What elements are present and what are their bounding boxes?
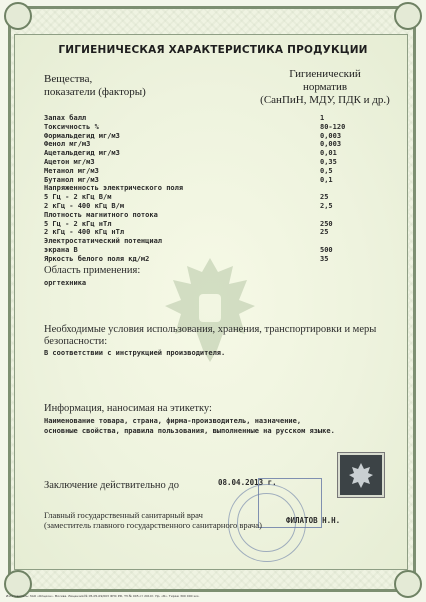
indicator-row	[44, 149, 404, 158]
corner-ornament	[394, 570, 422, 598]
indicator-row	[44, 255, 404, 264]
conditions-label-line: Необходимые условия использования, хранения, транспортировки и меры	[44, 324, 377, 335]
column-header-right	[250, 68, 400, 107]
indicator-value: 0,003	[320, 131, 342, 140]
valid-until-date: 08.04.2013 г.	[218, 478, 277, 487]
indicator-name: Электростатический потенциал	[44, 237, 163, 246]
indicator-name: 5 Гц - 2 кГц В/м	[44, 193, 112, 202]
indicator-name: Метанол мг/м3	[44, 166, 99, 175]
indicator-row	[44, 123, 404, 132]
indicator-value: 25	[320, 228, 329, 237]
indicator-row	[44, 202, 404, 211]
indicator-name: Напряженность электрического поля	[44, 184, 184, 193]
indicator-row	[44, 176, 404, 185]
indicator-name: Ацетон мг/м3	[44, 157, 95, 166]
indicator-value: 0,5	[320, 166, 333, 175]
indicator-row	[44, 167, 404, 176]
indicator-name: Формальдегид мг/м3	[44, 131, 120, 140]
header-text: Вещества,	[44, 73, 93, 85]
scope-value: оргтехника	[44, 279, 87, 287]
header-text: (СанПиН, МДУ, ПДК и др.)	[260, 94, 390, 106]
indicator-value: 80-120	[320, 122, 346, 131]
indicator-name: 2 кГц - 400 кГц нТл	[44, 228, 125, 237]
indicator-name: экрана В	[44, 245, 78, 254]
indicator-row	[44, 114, 404, 123]
indicator-name: Запах балл	[44, 114, 87, 122]
hologram-sticker	[338, 453, 384, 497]
label-info-line: основные свойства, правила пользования, выполненные на русском языке.	[44, 427, 335, 435]
indicators-table	[44, 114, 404, 264]
signer-title	[44, 510, 262, 530]
header-text: норматив	[302, 81, 348, 93]
indicator-name: Фенол мг/м3	[44, 140, 91, 149]
signer-name: ФИЛАТОВ Н.Н.	[286, 516, 341, 525]
print-footnote: Изготовитель: ЗАО «Опцион». Москва. Лицензия № 05-05-09/003 ФНС РФ, ТЗ № 005 от 2010г. Пр. «Б». Тираж 300 000 экз.	[6, 594, 200, 598]
signer-title-line: Главный государственный санитарный врач	[44, 510, 203, 520]
signer-title-line: (заместитель главного государственного санитарного врача)	[44, 520, 262, 530]
indicator-row	[44, 132, 404, 141]
indicator-value: 1	[320, 114, 325, 122]
header-text: Гигиенический	[289, 68, 361, 80]
indicator-value: 2,5	[320, 201, 333, 210]
indicator-row	[44, 140, 404, 149]
conditions-value: В соответствии с инструкцией производителя.	[44, 349, 226, 357]
conditions-label	[44, 324, 376, 348]
indicator-name: Плотность магнитного потока	[44, 210, 158, 219]
indicator-value: 500	[320, 245, 333, 254]
label-info-line: Наименование товара, страна, фирма-производитель, назначение,	[44, 417, 302, 425]
indicator-row	[44, 184, 404, 193]
indicator-value: 250	[320, 219, 333, 228]
header-text: показатели (факторы)	[44, 86, 146, 98]
valid-until-label: Заключение действительно до	[44, 480, 179, 491]
indicator-name: Бутанол мг/м3	[44, 175, 99, 184]
indicator-value: 0,35	[320, 157, 337, 166]
eagle-icon	[348, 461, 374, 489]
indicator-value: 35	[320, 254, 329, 263]
indicator-value: 0,01	[320, 149, 337, 158]
indicator-row	[44, 220, 404, 229]
conditions-label-line: безопасности:	[44, 336, 108, 347]
indicator-value: 0,003	[320, 140, 342, 149]
corner-ornament	[4, 2, 32, 30]
corner-ornament	[394, 2, 422, 30]
indicator-name: Ацетальдегид мг/м3	[44, 149, 120, 158]
scope-label: Область применения:	[44, 265, 141, 276]
indicator-row	[44, 228, 404, 237]
indicator-value: 0,1	[320, 175, 333, 184]
indicator-value: 25	[320, 193, 329, 202]
indicator-row	[44, 193, 404, 202]
indicator-name: Токсичность %	[44, 122, 99, 131]
label-info-label: Информация, наносимая на этикетку:	[44, 403, 212, 414]
indicator-row	[44, 237, 404, 246]
indicator-name: Яркость белого поля кд/м2	[44, 254, 150, 263]
indicator-name: 2 кГц - 400 кГц В/м	[44, 201, 125, 210]
column-header-left	[44, 73, 146, 99]
indicator-row	[44, 246, 404, 255]
indicator-name: 5 Гц - 2 кГц нТл	[44, 219, 112, 228]
document-title: ГИГИЕНИЧЕСКАЯ ХАРАКТЕРИСТИКА ПРОДУКЦИИ	[58, 44, 368, 56]
indicator-row	[44, 158, 404, 167]
indicator-row	[44, 211, 404, 220]
